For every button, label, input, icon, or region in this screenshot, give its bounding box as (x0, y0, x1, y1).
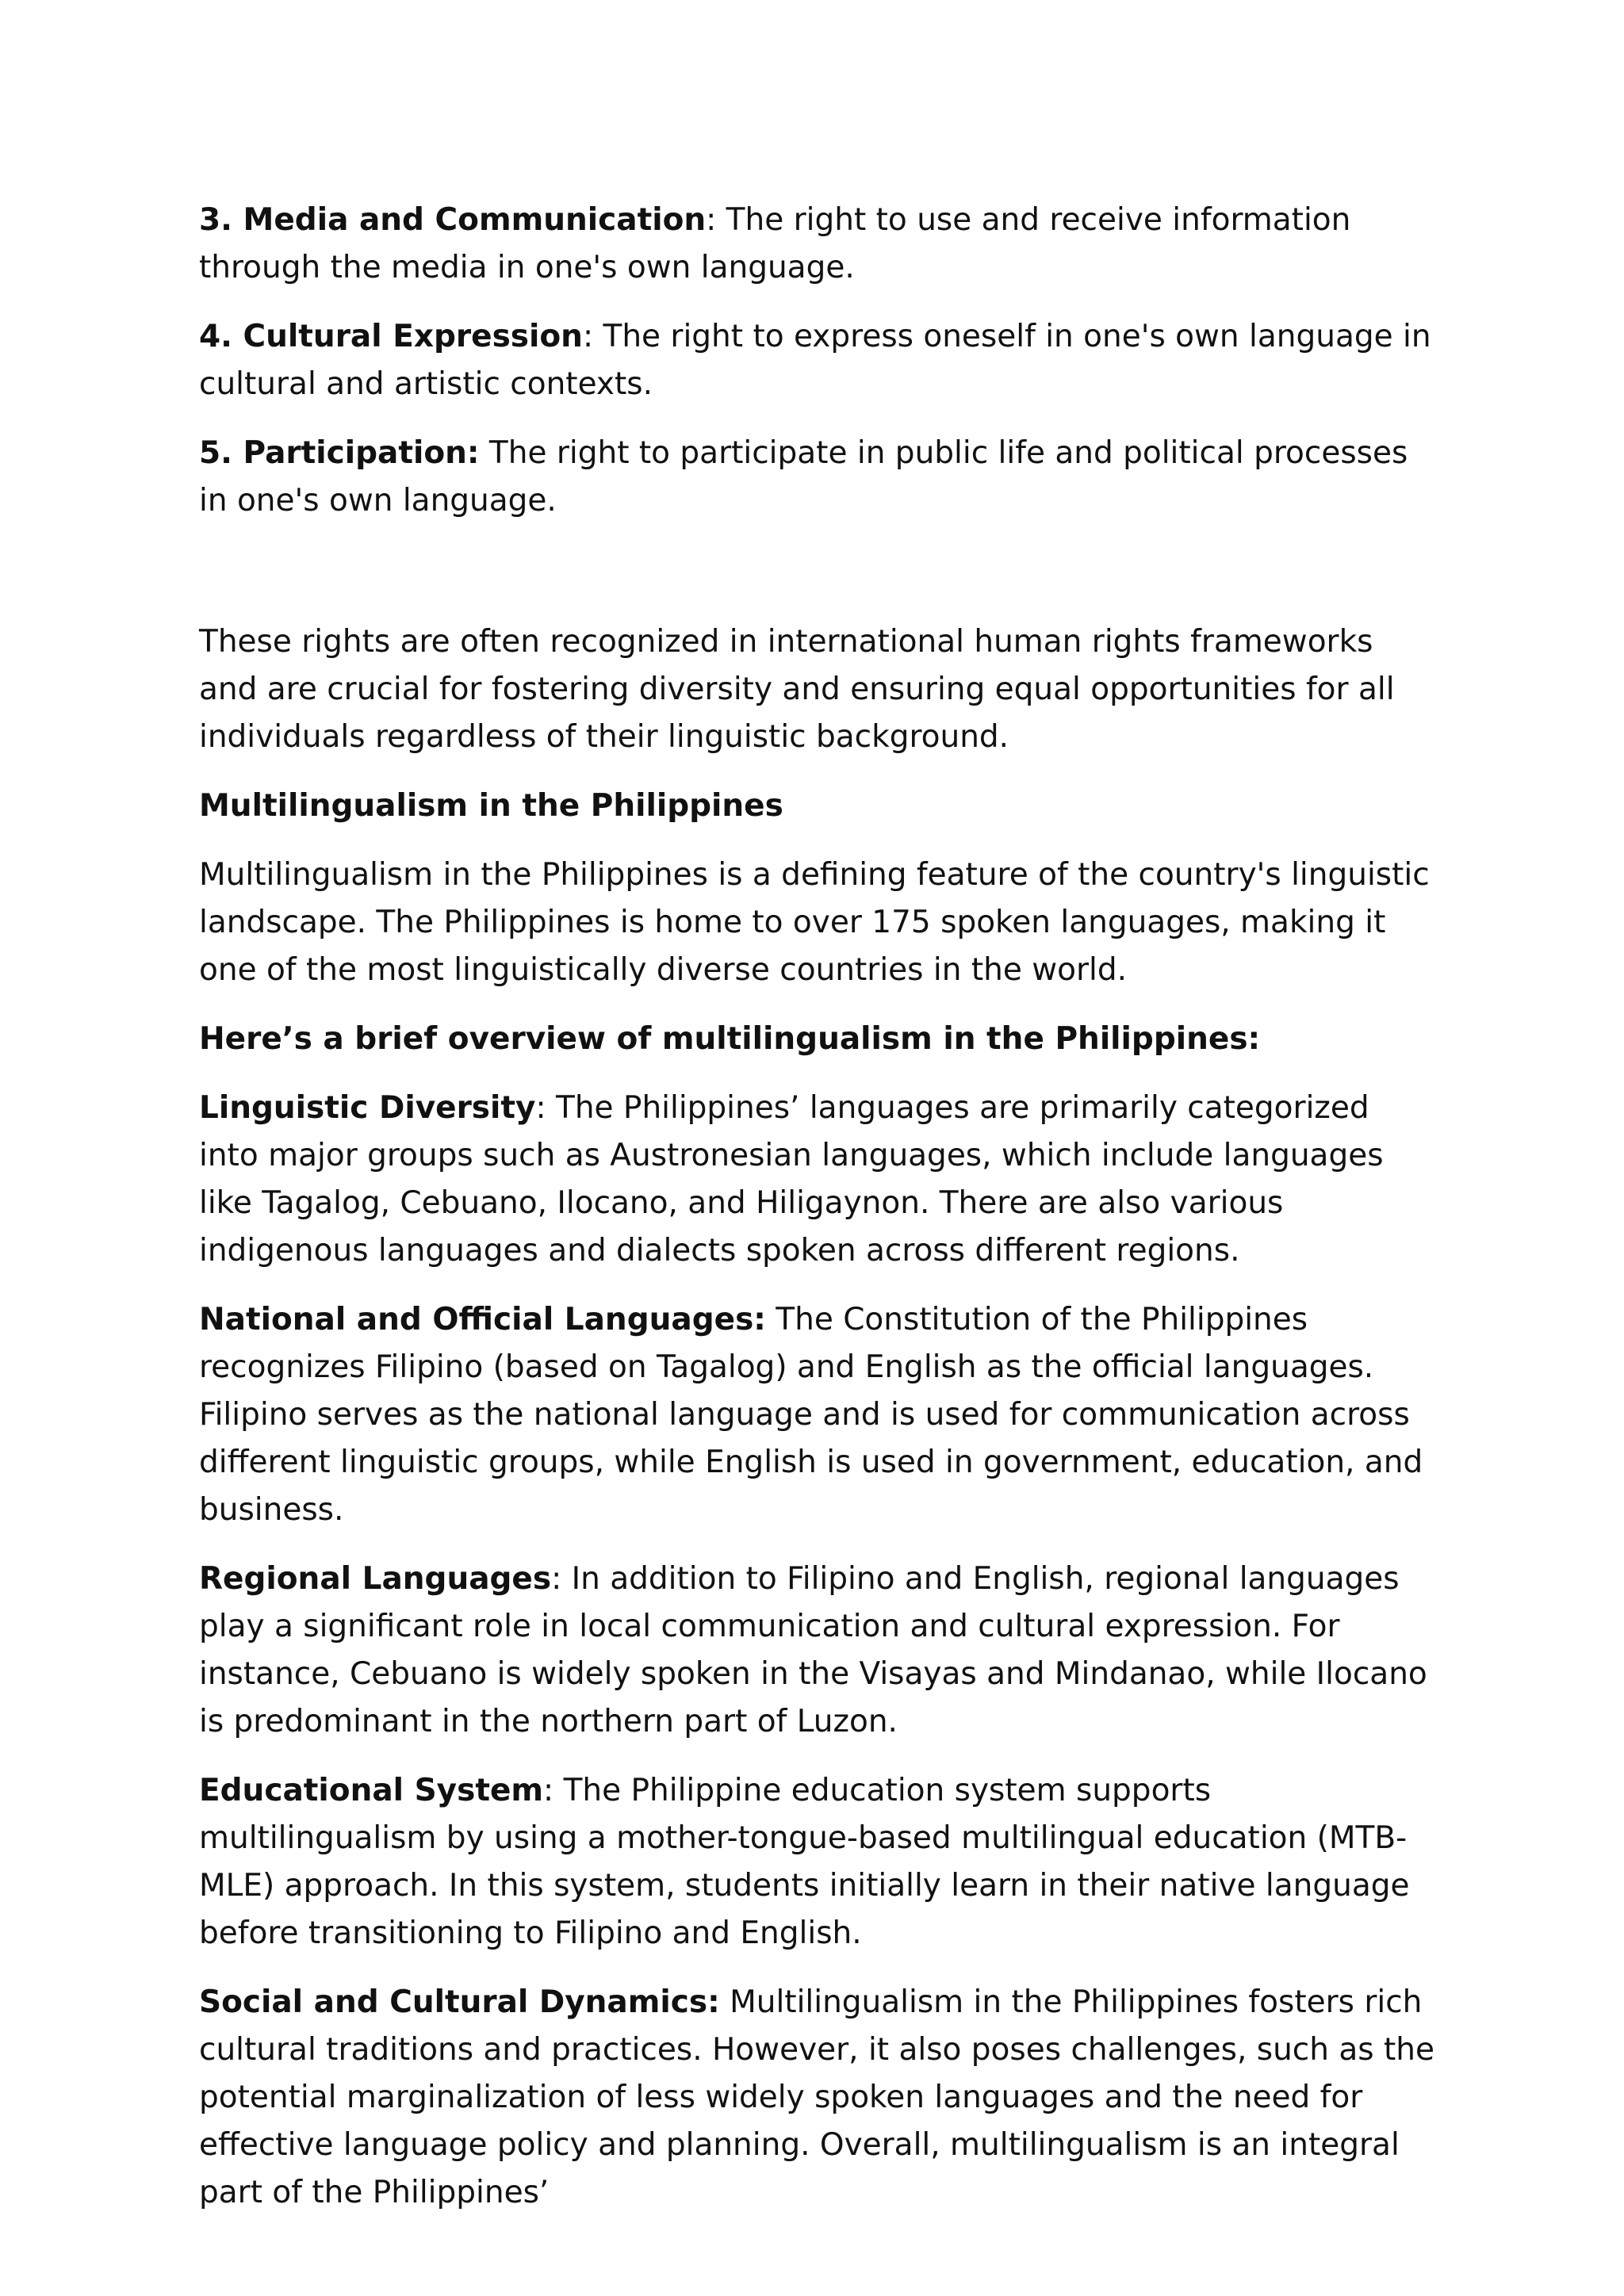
overview-heading: Here’s a brief overview of multilingualism in the Philippines: (199, 1021, 1261, 1057)
overview-item-linguistic-diversity (199, 1085, 1436, 1275)
overview-item-text: : The Philippine education system supports multilingualism by using a mother-tongue-based multilingual education (MTB-MLE) approach. In this system, students initially learn in their native language before transitioning to Filipino and English. (199, 1773, 1410, 1951)
document-body (199, 197, 1436, 2238)
paragraph-text: The right to participate in public life and political processes in one's own language. (199, 435, 1408, 519)
overview-item-national-official-languages (199, 1296, 1436, 1534)
paragraph-intro: Multilingualism in the Philippines is a defining feature of the country's linguistic landscape. The Philippines is home to over 175 spoken languages, making it one of the most linguistically diverse countries in the world. (199, 857, 1430, 988)
overview-item-regional-languages (199, 1556, 1436, 1746)
overview-item-text: : The Philippines’ languages are primarily categorized into major groups such as Austronesian languages, which include languages like Tagalog, Cebuano, Ilocano, and Hiligaynon. There are also various indigenous languages and dialects spoken across different regions. (199, 1090, 1384, 1269)
paragraph-participation (199, 430, 1436, 525)
paragraph-text: : The right to express oneself in one's own language in cultural and artistic contexts. (199, 319, 1431, 402)
paragraph-rights-summary (199, 618, 1436, 761)
overview-item-text: Multilingualism in the Philippines fosters rich cultural traditions and practices. However, it also poses challenges, such as the potential marginalization of less widely spoken languages and the need for effective language policy and planning. Overall, multilingualism is an integral part of the Philippines’ (199, 1984, 1434, 2210)
paragraph-lead: 4. Cultural Expression (199, 319, 583, 354)
overview-item-educational-system (199, 1767, 1436, 1957)
overview-item-lead: Linguistic Diversity (199, 1090, 536, 1126)
paragraph-lead: 5. Participation: (199, 435, 480, 471)
paragraph-text: These rights are often recognized in international human rights frameworks and are crucial for fostering diversity and ensuring equal opportunities for all individuals regardless of their linguistic background. (199, 624, 1395, 755)
section-heading: Multilingualism in the Philippines (199, 788, 783, 824)
overview-item-lead: National and Official Languages: (199, 1302, 766, 1337)
overview-item-lead: Social and Cultural Dynamics: (199, 1984, 720, 2020)
paragraph-text: : The right to use and receive information through the media in one's own language. (199, 202, 1351, 285)
paragraph-cultural-expression (199, 313, 1436, 408)
paragraph-media-communication (199, 197, 1436, 292)
overview-item-text: : In addition to Filipino and English, regional languages play a significant role in local communication and cultural expression. For instance, Cebuano is widely spoken in the Visayas and Mindanao, while Ilocano is predominant in the northern part of Luzon. (199, 1561, 1427, 1739)
paragraph-lead: 3. Media and Communication (199, 202, 707, 238)
overview-item-social-cultural-dynamics (199, 1979, 1436, 2217)
overview-item-text: The Constitution of the Philippines recognizes Filipino (based on Tagalog) and English as the official languages. Filipino serves as the national language and is used for communication across different linguistic groups, while English is used in government, education, and business. (199, 1302, 1423, 1528)
overview-item-lead: Regional Languages (199, 1561, 552, 1597)
overview-item-lead: Educational System (199, 1773, 544, 1808)
